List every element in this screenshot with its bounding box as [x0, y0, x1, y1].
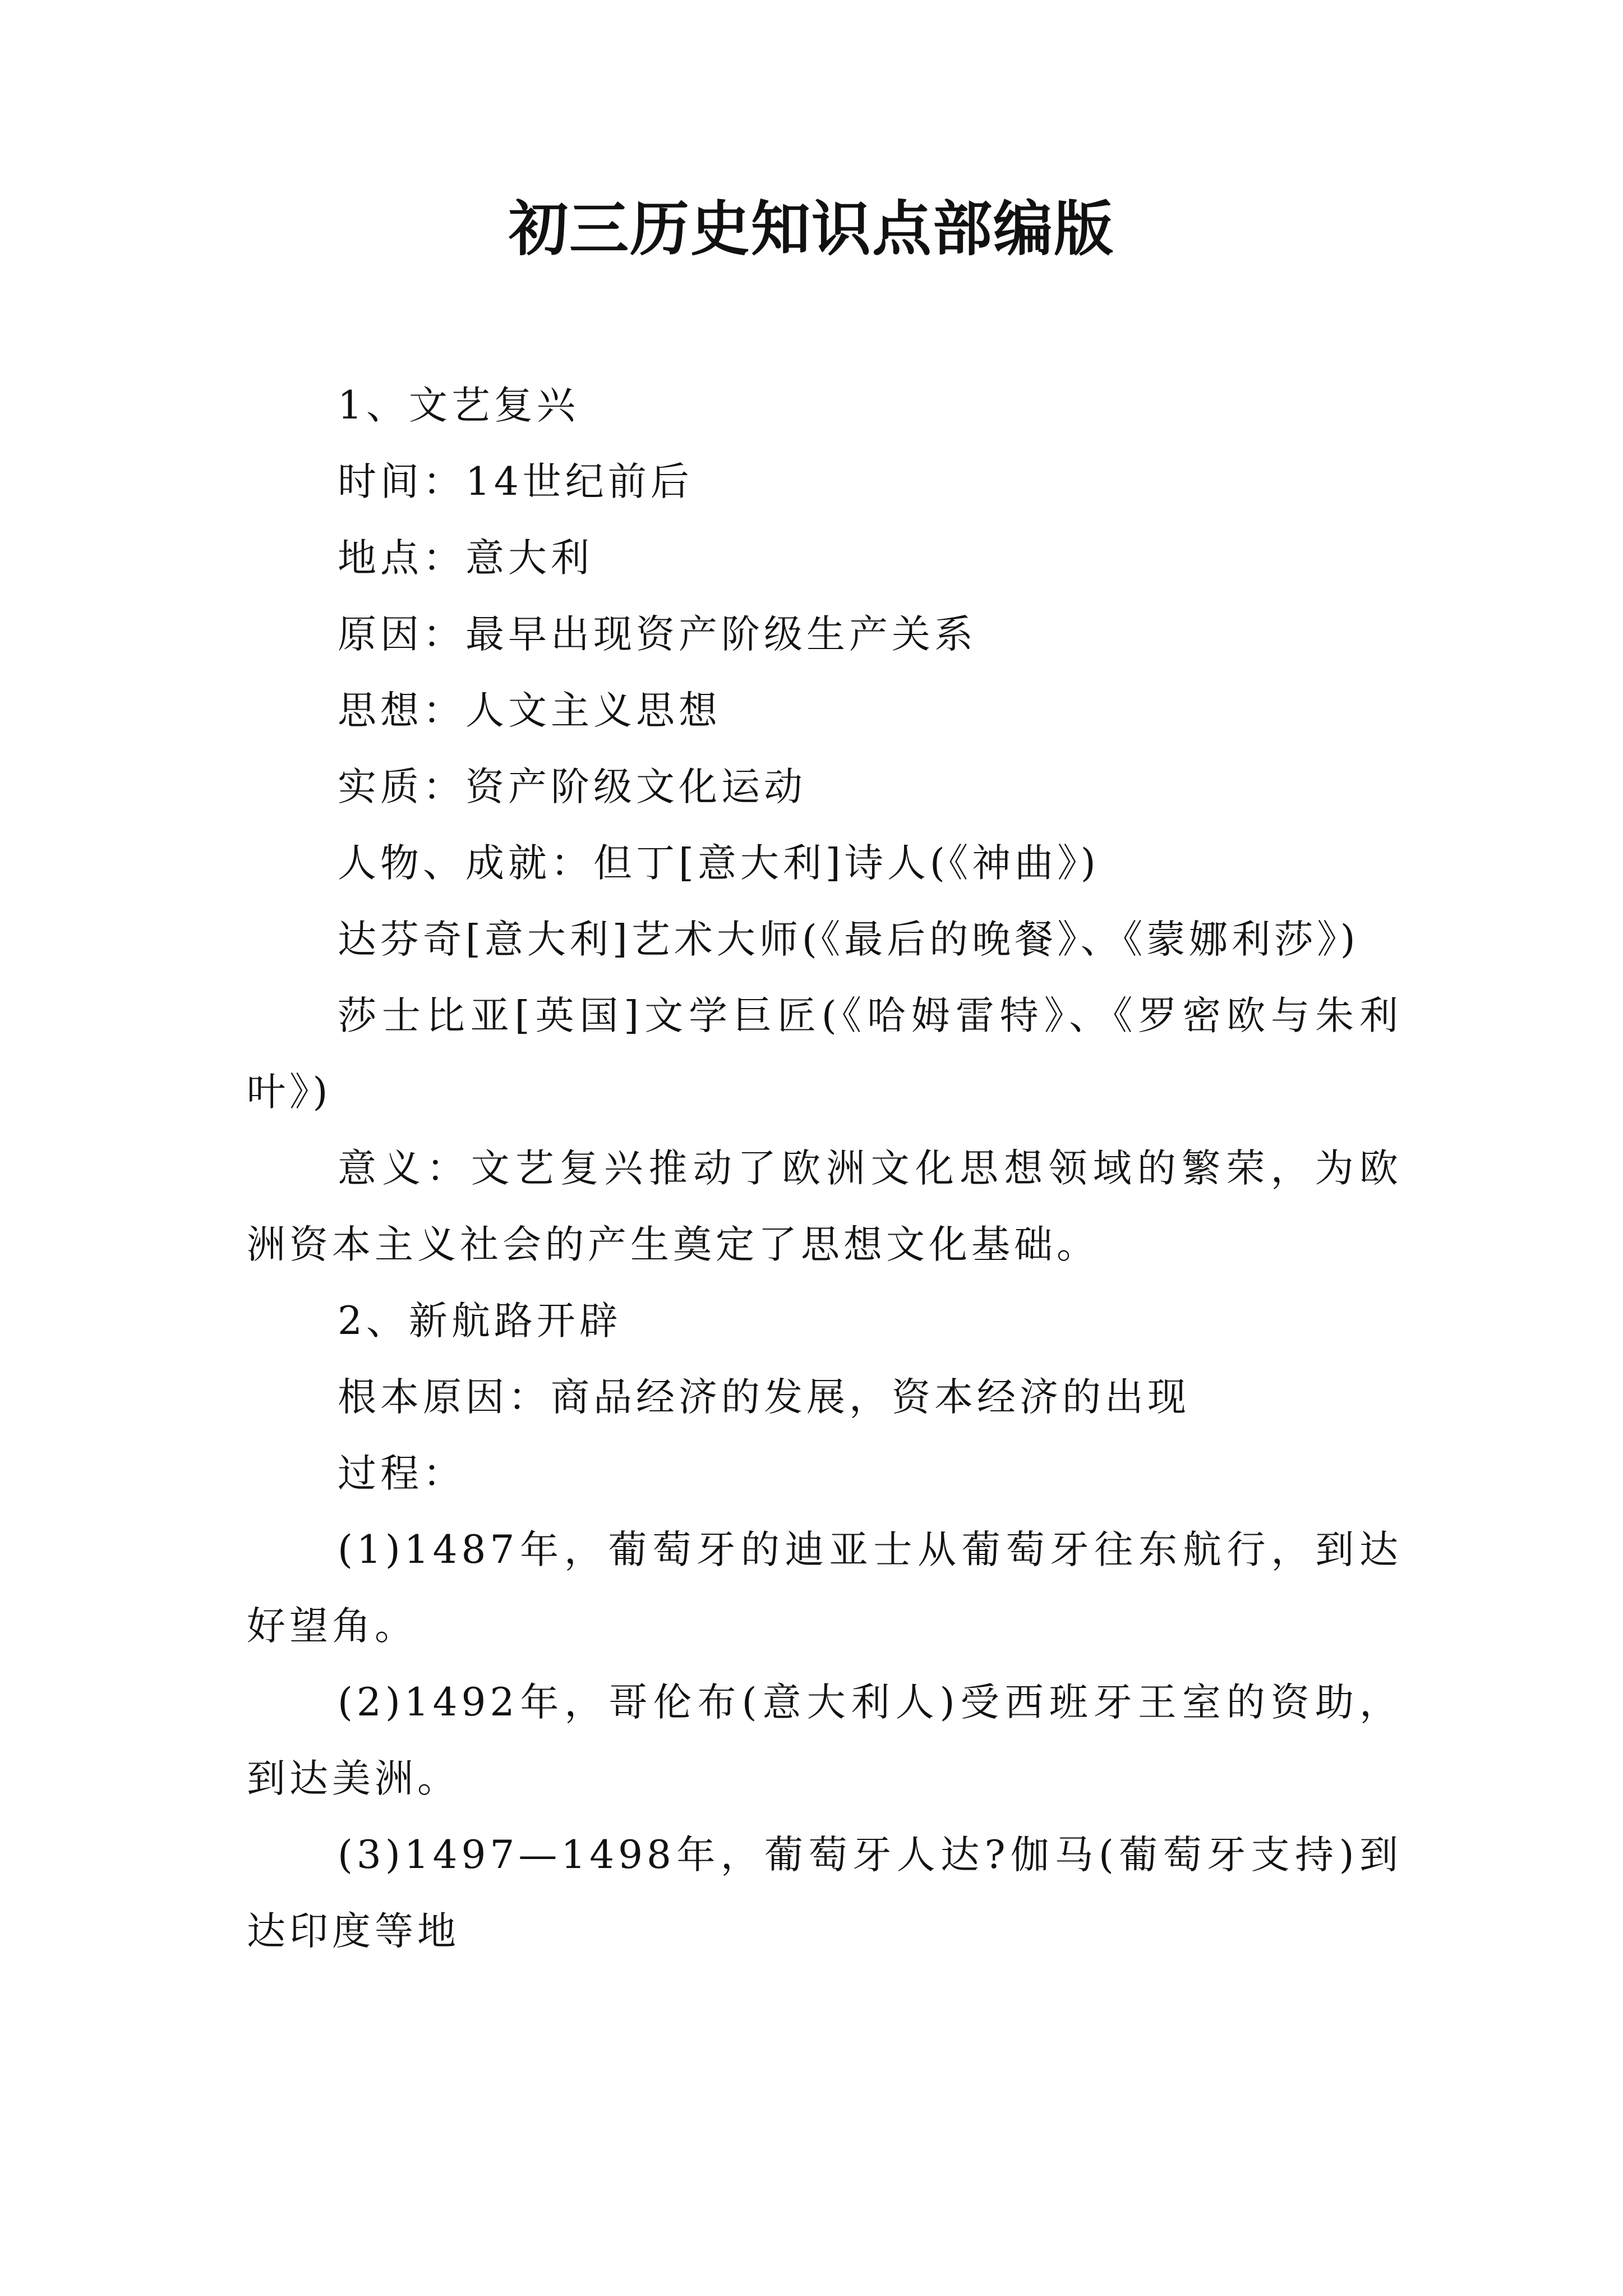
paragraph-figures-da-vinci: 达芬奇[意大利]艺术大师(《最后的晚餐》、《蒙娜利莎》): [338, 917, 1359, 962]
paragraph-significance: 意义：文艺复兴推动了欧洲文化思想领域的繁荣，为欧洲资本主义社会的产生奠定了思想文化基础。: [247, 1146, 1402, 1267]
paragraph-time: 时间：14世纪前后: [338, 459, 693, 504]
heading-new-routes: 2、新航路开辟: [338, 1299, 622, 1343]
paragraph-process-1: (1)1487年，葡萄牙的迪亚士从葡萄牙往东航行，到达好望角。: [247, 1527, 1402, 1649]
paragraph-root-cause: 根本原因：商品经济的发展，资本经济的出现: [338, 1375, 1190, 1420]
paragraph-process: 过程：: [338, 1451, 465, 1496]
heading-renaissance: 1、文艺复兴: [338, 383, 579, 428]
paragraph-process-2: (2)1492年，哥伦布(意大利人)受西班牙王室的资助，到达美洲。: [247, 1680, 1402, 1801]
paragraph-process-3: (3)1497—1498年，葡萄牙人达?伽马(葡萄牙支持)到达印度等地: [247, 1833, 1402, 1954]
paragraph-cause: 原因：最早出现资产阶级生产关系: [338, 612, 977, 657]
document-title: 初三历史知识点部编版: [509, 195, 1114, 264]
paragraph-figures-dante: 人物、成就：但丁[意大利]诗人(《神曲》): [338, 841, 1100, 886]
paragraph-location: 地点：意大利: [338, 536, 593, 581]
paragraph-essence: 实质：资产阶级文化运动: [338, 765, 806, 809]
paragraph-thought: 思想：人文主义思想: [338, 688, 721, 733]
paragraph-figures-shakespeare: 莎士比亚[英国]文学巨匠(《哈姆雷特》、《罗密欧与朱利叶》): [247, 993, 1402, 1115]
document-body: [247, 367, 1402, 1970]
